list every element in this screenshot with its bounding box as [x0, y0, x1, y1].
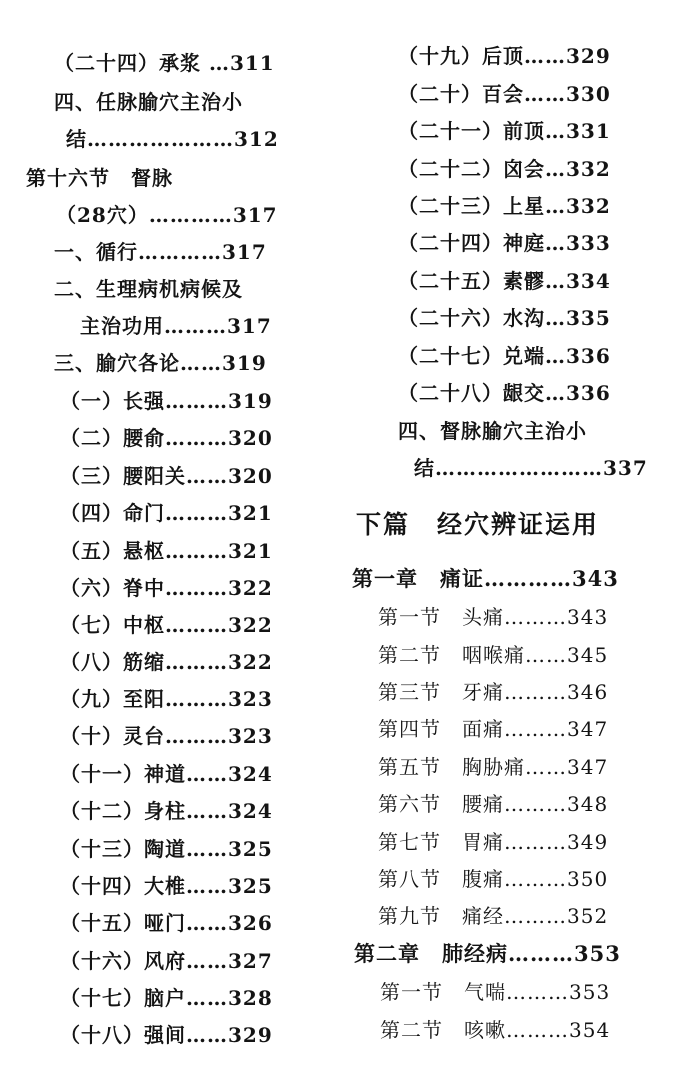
toc-entry: （十六）风府……327: [60, 949, 273, 973]
toc-entry: 第一节 头痛………343: [378, 605, 609, 629]
toc-entry: 第二节 咽喉痛……345: [378, 643, 609, 667]
chapter-heading: 第一章 痛证…………343: [352, 566, 619, 591]
toc-entry: （十二）身柱……324: [60, 799, 273, 823]
toc-entry: （十七）脑户……328: [60, 986, 273, 1010]
toc-entry: （八）筋缩………322: [60, 650, 273, 674]
toc-entry: （三）腰阳关……320: [60, 464, 273, 488]
toc-entry: 第一节 气喘………353: [380, 980, 611, 1004]
toc-entry: （二十四）承浆 …311: [54, 51, 275, 75]
toc-entry: （十）灵台………323: [60, 724, 273, 748]
toc-entry: 第九节 痛经………352: [378, 904, 609, 928]
toc-entry: （四）命门………321: [60, 501, 273, 525]
toc-entry: 第三节 牙痛………346: [378, 680, 609, 704]
toc-entry: （十九）后顶……329: [398, 44, 611, 68]
toc-entry: 三、腧穴各论……319: [54, 351, 267, 375]
toc-section-heading: 第十六节 督脉: [26, 166, 173, 190]
part-title: 下篇 经穴辨证运用: [356, 510, 600, 539]
toc-entry: （二十六）水沟…335: [398, 306, 611, 330]
toc-entry: 主治功用………317: [80, 314, 272, 338]
toc-entry: （一）长强………319: [60, 389, 273, 413]
toc-entry: （十四）大椎……325: [60, 874, 273, 898]
toc-entry: （十五）哑门……326: [60, 911, 273, 935]
toc-entry: （九）至阳………323: [60, 687, 273, 711]
toc-entry: （十一）神道……324: [60, 762, 273, 786]
toc-entry: 四、任脉腧穴主治小: [54, 90, 243, 114]
toc-entry: （二十八）龈交…336: [398, 381, 611, 405]
toc-entry: 结…………………312: [66, 127, 279, 151]
toc-entry: （十八）强间……329: [60, 1023, 273, 1047]
toc-entry: （二）腰俞………320: [60, 426, 273, 450]
toc-entry: （二十）百会……330: [398, 82, 611, 106]
toc-entry: （二十一）前顶…331: [398, 119, 611, 143]
toc-entry: （六）脊中………322: [60, 576, 273, 600]
toc-entry: 四、督脉腧穴主治小: [398, 419, 587, 443]
toc-entry: （二十二）囟会…332: [398, 157, 611, 181]
toc-entry: （五）悬枢………321: [60, 539, 273, 563]
toc-entry: （二十五）素髎…334: [398, 269, 611, 293]
toc-entry: 第七节 胃痛………349: [378, 830, 609, 854]
toc-entry: 第八节 腹痛………350: [378, 867, 609, 891]
toc-entry: （二十四）神庭…333: [398, 231, 611, 255]
toc-entry: （二十七）兑端…336: [398, 344, 611, 368]
toc-entry: 第四节 面痛………347: [378, 717, 609, 741]
toc-entry: （二十三）上星…332: [398, 194, 611, 218]
toc-entry: 二、生理病机病候及: [54, 277, 243, 301]
toc-entry: 第五节 胸胁痛……347: [378, 755, 609, 779]
toc-entry: （七）中枢………322: [60, 613, 273, 637]
toc-entry: 第六节 腰痛………348: [378, 792, 609, 816]
toc-entry: 第二节 咳嗽………354: [380, 1018, 611, 1042]
chapter-heading: 第二章 肺经病………353: [354, 941, 621, 966]
toc-entry: 结……………………337: [414, 456, 648, 480]
toc-entry: （28穴）…………317: [56, 203, 278, 227]
toc-entry: 一、循行…………317: [54, 240, 267, 264]
toc-entry: （十三）陶道……325: [60, 837, 273, 861]
